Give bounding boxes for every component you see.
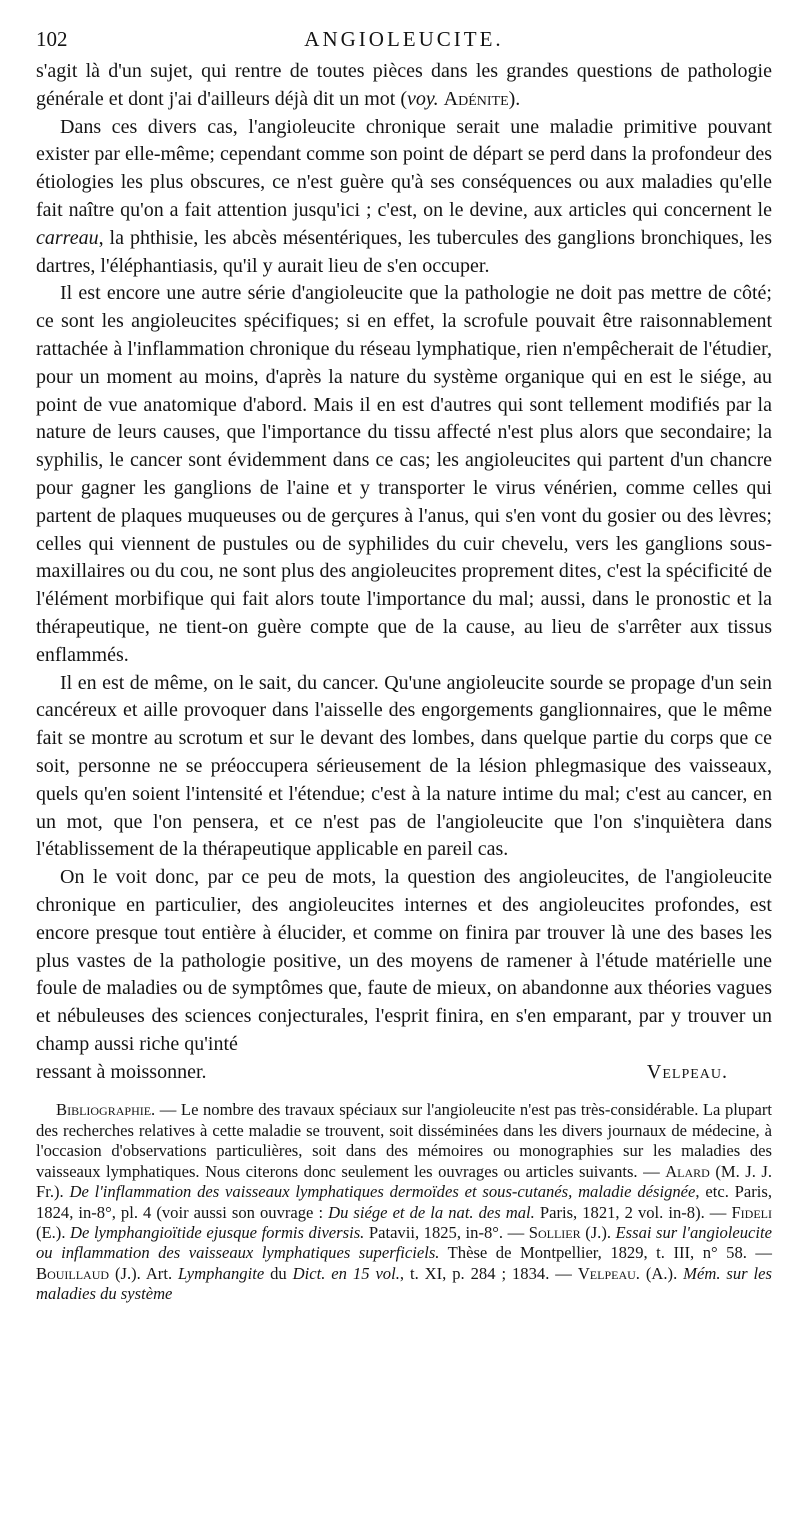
page [36, 24, 772, 1305]
running-head [36, 24, 772, 54]
running-title: ANGIOLEUCITE. [304, 27, 504, 51]
bibliography-text: — Le nombre des travaux spéciaux sur l'angioleucite n'est pas très-considérable. La plupart des recherches relatives à cette maladie se trouvent, soit disséminées dans les divers journaux de médecine, à l'occasion d'observations particulières, soit dans des mémoires ou monographies sur les maladies des vaisseaux lymphatiques. Nous citerons donc seulement les ouvrages ou articles suivants. — [36, 1100, 772, 1181]
closing-line [36, 1059, 772, 1087]
paragraph: Il en est de même, on le sait, du cancer. Qu'une angioleucite sourde se propage d'un sein cancéreux et aille provoquer dans l'aisselle des engorgements ganglionnaires, que le même fait se montre au scrotum et sur le devant des lombes, dans quelque partie du corps que ce soit, personne ne se préoccupera sérieusement de la lésion phlegmasique des vaisseaux, quels qu'en soient l'intensité et l'étendue; c'est à la nature intime du mal; c'est au cancer, en un mot, que l'on pensera, et ce n'est pas de l'angioleucite que l'on s'inquiètera dans l'établissement de la thérapeutique applicable en pareil cas. [36, 671, 772, 861]
author-name: Sollier [528, 1222, 581, 1242]
paragraph: Il est encore une autre série d'angioleucite que la pathologie ne doit pas mettre de côté; ce sont les angioleucites spécifiques; si en effet, la scrofule pouvait être raisonnablement rattachée à l'inflammation chronique du réseau lymphatique, rien n'empêcherait de l'étudier, pour un moment au moins, d'après la nature du système organique qui en est le siége, au point de vue anatomique d'abord. Mais il en est d'autres qui sont tellement modifiés par la nature de leurs causes, que l'importance du tissu affecté n'est plus alors que secondaire; la syphilis, le cancer sont évidemment dans ce cas; les angioleucites qui partent d'un chancre pour gagner les ganglions de l'aine et y transporter le virus vénérien, comme celles qui partent de plaques muqueuses ou de gerçures à l'anus, qui s'en vont du gosier ou des lèvres; celles qui viennent de pustules ou de syphilides du cuir chevelu, vers les ganglions sous-maxillaires ou du cou, ne sont plus des angioleucites proprement dites, c'est la spécificité de l'élément morbifique qui fait alors toute l'importance du mal; aussi, dans le pronostic et la thérapeutique, ne tient-on guère compte que de la cause, au lieu de s'arrêter aux tissus enflammés. [36, 282, 772, 666]
paragraph-text: Dans ces divers cas, l'angioleucite chronique serait une maladie primitive pouvant exister par elle-même; cependant comme son point de départ se perd dans la profondeur des étiologies les plus obscures, ce n'est guère qu'à ses conséquences ou aux maladies qu'elle fait naître qu'on a fait attention jusqu'ici ; c'est, on le devine, aux articles qui concernent le [36, 115, 772, 221]
bibliography-text: , etc. Paris, 1824, in-8°, pl. 4 (voir aussi son ouvrage : [36, 1182, 772, 1222]
article-body [36, 58, 772, 1086]
paragraph [36, 58, 772, 114]
bibliography [36, 1100, 772, 1304]
work-title: Dict. en 15 vol. [292, 1263, 400, 1283]
paragraph-text: ressant à moissonner. [36, 1060, 207, 1083]
cross-reference: voy. [406, 87, 439, 110]
work-title: Essai sur l'angioleucite ou inflammation des vaisseaux lymphatiques superficiels. [36, 1222, 772, 1263]
paragraph [36, 114, 772, 281]
paragraph-text: ). [508, 87, 521, 110]
work-title: Lymphangite [178, 1263, 265, 1283]
paragraph: On le voit donc, par ce peu de mots, la question des angioleucites, de l'angioleucite chronique en particulier, des angioleucites internes et des angioleucites profondes, est encore presque tout entière à élucider, et comme on finira par trouver là une des bases les plus vastes de la pathologie positive, un des moyens de ramener à l'étude matérielle une foule de maladies ou de symptômes que, faute de mieux, on abandonne aux théories vagues et nébuleuses des sciences conjecturales, l'esprit finira, en s'en emparant, par y trouver un champ aussi riche qu'inté [36, 866, 772, 1055]
work-title: Mém. sur les maladies du système [36, 1263, 772, 1304]
page-number: 102 [36, 27, 68, 51]
bibliography-text: (J.). [580, 1222, 616, 1242]
author-signature: Velpeau. [646, 1060, 728, 1083]
paragraph-text: s'agit là d'un sujet, qui rentre de toutes pièces dans les grandes questions de pathologie générale et dont j'ai d'ailleurs déjà dit un mot ( [36, 60, 772, 110]
author-name: Alard [665, 1161, 710, 1181]
bibliography-paragraph [36, 1100, 772, 1304]
bibliography-text: Thèse de Montpellier, 1829, t. III, n° 58. — [439, 1243, 773, 1263]
author-name: Bouillaud [36, 1263, 110, 1283]
cross-reference-target: Adénite [443, 87, 509, 110]
bibliography-text: (J.). Art. [109, 1263, 179, 1283]
bibliography-heading: Bibliographie. [56, 1100, 156, 1120]
work-title: Du siége et de la nat. des mal. [328, 1202, 535, 1222]
bibliography-text: du [264, 1263, 293, 1283]
italic-term: carreau [36, 226, 99, 249]
work-title: De lymphangioïtide ejusque formis diversis. [70, 1222, 365, 1242]
author-name: Fideli [731, 1202, 772, 1222]
work-title: De l'inflammation des vaisseaux lymphatiques dermoïdes et sous-cutanés, maladie désignée [69, 1182, 696, 1202]
bibliography-text: , t. XI, p. 284 ; 1834. — [399, 1263, 578, 1283]
bibliography-text: . (A.). [635, 1263, 684, 1283]
bibliography-text: (E.). [36, 1222, 71, 1242]
bibliography-text: Patavii, 1825, in-8°. — [364, 1222, 529, 1242]
bibliography-text: (M. J. J. Fr.). [36, 1161, 772, 1202]
author-name: Velpeau [577, 1263, 636, 1283]
paragraph-text: , la phthisie, les abcès mésentériques, les tubercules des ganglions bronchiques, les dartres, l'éléphantiasis, qu'il y aurait lieu de s'en occuper. [36, 226, 772, 277]
bibliography-text: Paris, 1821, 2 vol. in-8). — [534, 1202, 732, 1222]
